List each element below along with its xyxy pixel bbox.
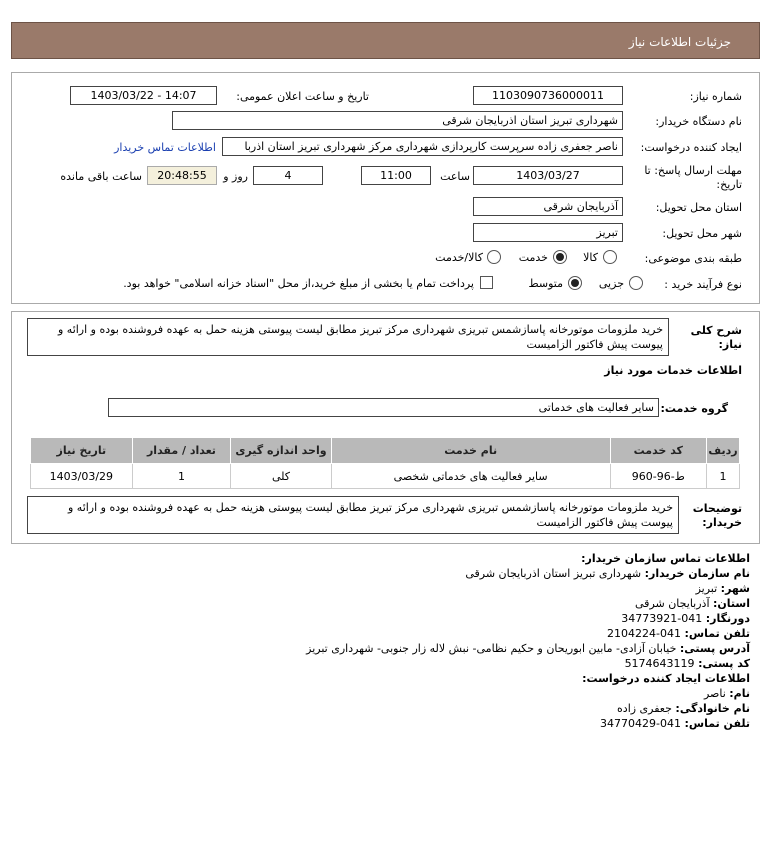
need-number-label: شماره نیاز: — [689, 90, 742, 103]
time-label: ساعت — [440, 170, 470, 183]
category-option-goods-service: کالا/خدمت — [435, 251, 483, 264]
process-radio-medium[interactable] — [568, 276, 582, 290]
row-name: سایر فعالیت های خدماتی شخصی — [331, 464, 610, 489]
col-row-header: ردیف — [707, 438, 740, 464]
process-option-minor: جزیی — [598, 277, 624, 290]
page-header — [11, 22, 760, 59]
remaining-label: ساعت باقی مانده — [60, 170, 142, 183]
col-qty-header: تعداد / مقدار — [132, 438, 231, 464]
announce-field: 1403/03/22 - 14:07 — [70, 86, 217, 105]
row-code: ط-96-960 — [610, 464, 706, 489]
treasury-payment-checkbox[interactable] — [480, 276, 493, 289]
col-unit-header: واحد اندازه گیری — [231, 438, 331, 464]
contact-org: نام سازمان خریدار: شهرداری تبریز استان اذربایجان شرقی — [465, 567, 750, 580]
contact-postal: کد پستی: 5174643119 — [624, 657, 750, 670]
category-option-service: خدمت — [518, 251, 548, 264]
col-name-header: نام خدمت — [331, 438, 610, 464]
category-radio-goods-service[interactable] — [487, 250, 501, 264]
category-label: طبقه بندی موضوعی: — [644, 252, 742, 265]
remaining-time-field: 20:48:55 — [147, 166, 217, 185]
row-qty: 1 — [132, 464, 231, 489]
services-section-title: اطلاعات خدمات مورد نیاز — [604, 364, 742, 377]
announce-label: تاریخ و ساعت اعلان عمومی: — [236, 90, 369, 103]
buyer-contact-link[interactable]: اطلاعات تماس خریدار — [114, 141, 216, 154]
need-number-field: 1103090736000011 — [473, 86, 623, 105]
creator-title: اطلاعات ایجاد کننده درخواست: — [582, 672, 750, 685]
creator-phone: تلفن تماس: 041-34770429 — [600, 717, 750, 730]
province-field: آذربایجان شرقی — [473, 197, 623, 216]
payment-note: پرداخت تمام یا بخشی از مبلغ خرید،از محل "اسناد خزانه اسلامی" خواهد بود. — [123, 277, 474, 290]
buyer-notes-label: توضیحات — [692, 502, 742, 515]
creator-name: نام: ناصر — [703, 687, 750, 700]
creator-label: ایجاد کننده درخواست: — [640, 141, 742, 154]
deadline-label: مهلت ارسال پاسخ: تا — [644, 164, 742, 177]
contact-address: آدرس پستی: خیابان آزادی- مابین ابوریحان و حکیم نظامی- نبش لاله زار جنوبی- شهرداری تبریز — [306, 642, 750, 655]
category-radio-service[interactable] — [553, 250, 567, 264]
contact-fax: دورنگار: 041-34773921 — [621, 612, 750, 625]
details-panel — [11, 72, 760, 304]
buyer-org-label: نام دستگاه خریدار: — [655, 115, 742, 128]
province-label: استان محل تحویل: — [655, 201, 742, 214]
summary-label: شرح کلی — [690, 324, 742, 337]
contact-province: استان: آذربایجان شرقی — [635, 597, 750, 610]
process-option-medium: متوسط — [528, 277, 563, 290]
row-unit: کلی — [231, 464, 331, 489]
days-label: روز و — [223, 170, 248, 183]
table-row — [31, 464, 740, 489]
deadline-label-date: تاریخ: — [716, 178, 742, 191]
deadline-time-field: 11:00 — [361, 166, 431, 185]
col-date-header: تاریخ نیاز — [31, 438, 133, 464]
city-field: تبریز — [473, 223, 623, 242]
contact-title: اطلاعات تماس سازمان خریدار: — [581, 552, 750, 565]
col-code-header: کد خدمت — [610, 438, 706, 464]
row-date: 1403/03/29 — [31, 464, 133, 489]
creator-field: ناصر جعفری زاده سرپرست کارپردازی شهرداری مرکز شهرداری تبریز استان اذربا — [222, 137, 623, 156]
summary-text: خرید ملزومات موتورخانه پاسازشمس تبریزی شهرداری مرکز تبریز مطابق لیست پیوستی هزینه حمل به عهده فروشنده بوده و ارائه و پیوست پیش فاکتور الزامیست — [27, 318, 669, 356]
process-radio-minor[interactable] — [629, 276, 643, 290]
services-table — [30, 437, 740, 489]
days-field: 4 — [253, 166, 323, 185]
category-radio-goods[interactable] — [603, 250, 617, 264]
category-option-goods: کالا — [583, 251, 598, 264]
contact-phone: تلفن تماس: 041-2104224 — [607, 627, 750, 640]
summary-label-need: نیاز: — [718, 338, 742, 351]
service-group-field: سایر فعالیت های خدماتی — [108, 398, 659, 417]
process-label: نوع فرآیند خرید : — [664, 278, 742, 291]
row-number: 1 — [707, 464, 740, 489]
buyer-notes-text: خرید ملزومات موتورخانه پاسازشمس تبریزی شهرداری مرکز تبریز مطابق لیست پیوستی هزینه حمل به عهده فروشنده بوده و ارائه و پیوست پیش فاکتور الزامیست — [27, 496, 679, 534]
deadline-date-field: 1403/03/27 — [473, 166, 623, 185]
creator-family: نام خانوادگی: جعفری زاده — [617, 702, 750, 715]
page-title: جزئیات اطلاعات نیاز — [628, 35, 731, 49]
contact-city: شهر: تبریز — [695, 582, 750, 595]
table-header-row — [31, 438, 740, 464]
service-group-label: گروه خدمت: — [660, 402, 728, 415]
buyer-org-field: شهرداری تبریز استان اذربایجان شرقی — [172, 111, 623, 130]
buyer-notes-label-buyer: خریدار: — [702, 516, 742, 529]
city-label: شهر محل تحویل: — [662, 227, 742, 240]
